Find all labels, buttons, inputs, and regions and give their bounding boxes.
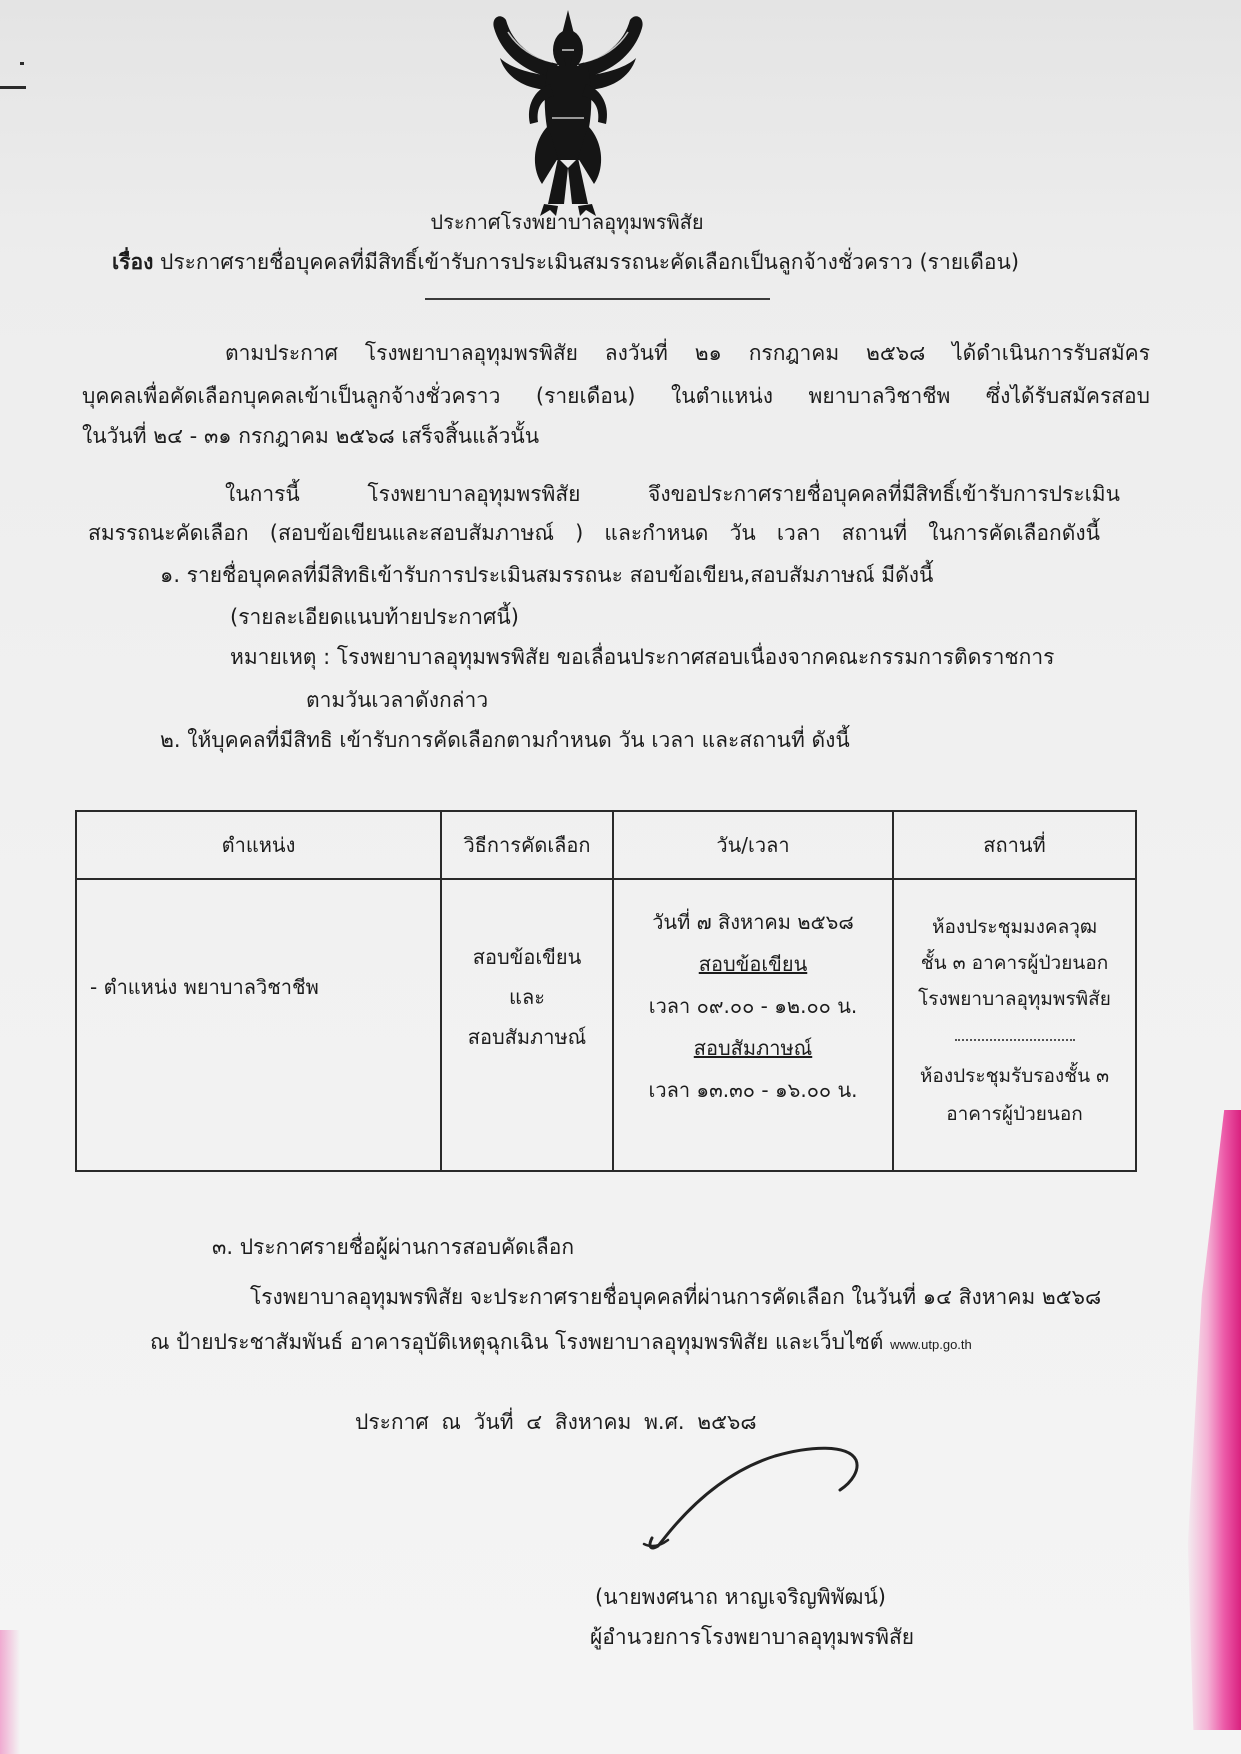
edge-mark-dot bbox=[20, 62, 24, 65]
venue-separator bbox=[955, 1039, 1075, 1041]
method-line: สอบข้อเขียน bbox=[472, 945, 582, 969]
written-exam-time: เวลา ๐๙.๐๐ - ๑๒.๐๐ น. bbox=[648, 994, 858, 1018]
signatory-name: (นายพงศนาถ หาญเจริญพิพัฒน์) bbox=[595, 1585, 886, 1609]
issued-date: ประกาศ ณ วันที่ ๔ สิงหาคม พ.ศ. ๒๕๖๘ bbox=[355, 1410, 757, 1434]
subject-text: ประกาศรายชื่อบุคคลที่มีสิทธิ์เข้ารับการประเมินสมรรถนะคัดเลือกเป็นลูกจ้างชั่วคราว (รายเดือน) bbox=[160, 250, 1020, 274]
method-cell bbox=[441, 879, 613, 1171]
table-header-row bbox=[76, 811, 1136, 879]
position-cell bbox=[76, 879, 441, 1171]
venue-cell bbox=[893, 879, 1136, 1171]
item3-line bbox=[150, 1326, 972, 1361]
venue-interview-line: อาคารผู้ป่วยนอก bbox=[946, 1103, 1083, 1125]
datetime-cell bbox=[613, 879, 893, 1171]
paragraph2-line: ในการนี้ โรงพยาบาลอุทุมพรพิสัย จึงขอประกาศรายชื่อบุคคลที่มีสิทธิ์เข้ารับการประเมิน bbox=[225, 482, 1120, 506]
website-address: www.utp.go.th bbox=[890, 1337, 972, 1352]
paragraph1-line: ตามประกาศ โรงพยาบาลอุทุมพรพิสัย ลงวันที่ ๒๑ กรกฎาคม ๒๕๖๘ ได้ดำเนินการรับสมัคร bbox=[225, 341, 1150, 365]
item3-line-text: ณ ป้ายประชาสัมพันธ์ อาคารอุบัติเหตุฉุกเฉิน โรงพยาบาลอุทุมพรพิสัย และเว็บไซต์ bbox=[150, 1330, 884, 1354]
subject-line bbox=[112, 246, 1019, 278]
item3-line: โรงพยาบาลอุทุมพรพิสัย จะประกาศรายชื่อบุคคลที่ผ่านการคัดเลือก ในวันที่ ๑๔ สิงหาคม ๒๕๖๘ bbox=[250, 1285, 1102, 1309]
schedule-table bbox=[75, 810, 1137, 1172]
subject-divider bbox=[425, 298, 770, 300]
signature-mark bbox=[600, 1420, 900, 1570]
item1-note: หมายเหตุ : โรงพยาบาลอุทุมพรพิสัย ขอเลื่อนประกาศสอบเนื่องจากคณะกรรมการติดราชการ bbox=[230, 645, 1055, 669]
org-heading: ประกาศโรงพยาบาลอุทุมพรพิสัย bbox=[430, 210, 704, 234]
header-position: ตำแหน่ง bbox=[76, 811, 441, 879]
venue-interview-line: ห้องประชุมรับรองชั้น ๓ bbox=[919, 1065, 1110, 1087]
paragraph1-line: บุคคลเพื่อคัดเลือกบุคคลเข้าเป็นลูกจ้างชั่วคราว (รายเดือน) ในตำแหน่ง พยาบาลวิชาชีพ ซึ่งได้รับสมัครสอบ bbox=[82, 384, 1150, 408]
edge-mark-dash bbox=[0, 86, 26, 89]
venue-written-line: ชั้น ๓ อาคารผู้ป่วยนอก bbox=[920, 952, 1109, 974]
written-exam-label: สอบข้อเขียน bbox=[698, 952, 808, 976]
paragraph2-line: สมรรถนะคัดเลือก (สอบข้อเขียนและสอบสัมภาษณ์ ) และกำหนด วัน เวลา สถานที่ ในการคัดเลือกดังนี้ bbox=[88, 521, 1100, 545]
header-datetime: วัน/เวลา bbox=[613, 811, 893, 879]
item1-note-cont: ตามวันเวลาดังกล่าว bbox=[306, 688, 489, 712]
item1-detail: (รายละเอียดแนบท้ายประกาศนี้) bbox=[230, 605, 519, 629]
method-line: และ bbox=[509, 985, 545, 1009]
interview-time: เวลา ๑๓.๓๐ - ๑๖.๐๐ น. bbox=[648, 1078, 858, 1102]
background-surface-left bbox=[0, 1630, 20, 1754]
position-text: - ตำแหน่ง พยาบาลวิชาชีพ bbox=[90, 975, 319, 999]
exam-date: วันที่ ๗ สิงหาคม ๒๕๖๘ bbox=[652, 910, 854, 934]
item1-text: ๑. รายชื่อบุคคลที่มีสิทธิเข้ารับการประเมินสมรรถนะ สอบข้อเขียน,สอบสัมภาษณ์ มีดังนี้ bbox=[160, 563, 934, 587]
table-row bbox=[76, 879, 1136, 1171]
venue-written-line: ห้องประชุมมงคลวุฒ bbox=[931, 916, 1098, 938]
item2-text: ๒. ให้บุคคลที่มีสิทธิ เข้ารับการคัดเลือกตามกำหนด วัน เวลา และสถานที่ ดังนี้ bbox=[160, 728, 850, 752]
garuda-emblem bbox=[478, 8, 658, 218]
signatory-title: ผู้อำนวยการโรงพยาบาลอุทุมพรพิสัย bbox=[590, 1625, 915, 1649]
method-line: สอบสัมภาษณ์ bbox=[467, 1025, 587, 1049]
interview-label: สอบสัมภาษณ์ bbox=[693, 1036, 813, 1060]
header-venue: สถานที่ bbox=[893, 811, 1136, 879]
background-surface-right bbox=[1185, 1110, 1241, 1730]
paragraph1-line: ในวันที่ ๒๔ - ๓๑ กรกฎาคม ๒๕๖๘ เสร็จสิ้นแล้วนั้น bbox=[82, 424, 540, 448]
item3-heading: ๓. ประกาศรายชื่อผู้ผ่านการสอบคัดเลือก bbox=[212, 1235, 575, 1259]
header-method: วิธีการคัดเลือก bbox=[441, 811, 613, 879]
subject-label: เรื่อง bbox=[112, 250, 154, 274]
venue-written-line: โรงพยาบาลอุทุมพรพิสัย bbox=[918, 988, 1111, 1010]
